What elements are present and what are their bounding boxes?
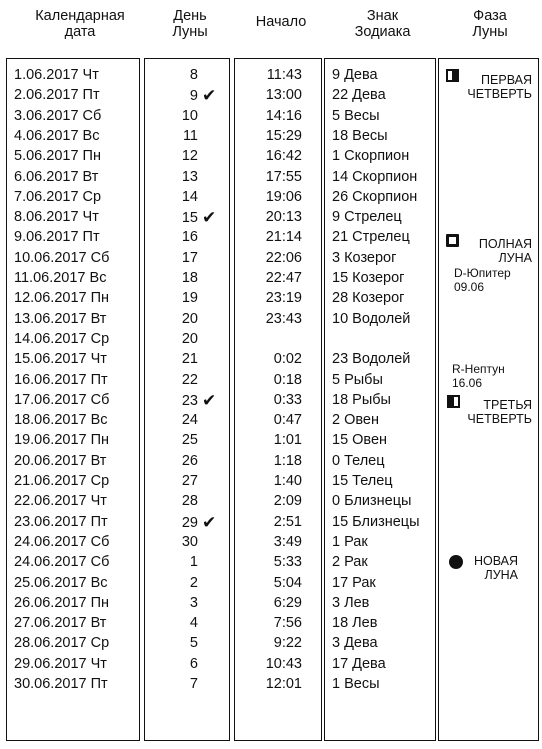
- row-date: 7.06.2017 Ср: [14, 189, 102, 205]
- row-date: 22.06.2017 Чт: [14, 493, 107, 509]
- row-moon-day: [150, 86, 222, 105]
- row-date: 26.06.2017 Пн: [14, 595, 110, 611]
- row-zodiac-sign: 28 Козерог: [332, 290, 405, 306]
- row-date: 14.06.2017 Ср: [14, 331, 110, 347]
- row-moon-day: [150, 249, 222, 267]
- row-moon-day: [150, 533, 222, 551]
- row-moon-day-number: 4: [189, 615, 198, 631]
- row-moon-day: [150, 127, 222, 145]
- row-moon-day: [150, 310, 222, 328]
- row-start-time: 23:19: [265, 290, 302, 306]
- row-date: 1.06.2017 Чт: [14, 67, 99, 83]
- checkmark-icon: ✔: [202, 513, 217, 532]
- row-zodiac-sign: 3 Дева: [332, 635, 378, 651]
- row-date: 30.06.2017 Пт: [14, 676, 108, 692]
- row-date: 21.06.2017 Ср: [14, 473, 110, 489]
- row-moon-day: [150, 634, 222, 652]
- row-start-time: 16:42: [265, 148, 302, 164]
- phase-new-moon: НОВАЯ ЛУНА: [473, 554, 518, 582]
- row-moon-day-number: 26: [181, 453, 198, 469]
- row-moon-day-number: 20: [181, 331, 198, 347]
- row-date: 10.06.2017 Сб: [14, 250, 110, 266]
- row-moon-day-number: 2: [189, 575, 198, 591]
- row-start-time: 17:55: [265, 169, 302, 185]
- row-start-time: 5:33: [273, 554, 302, 570]
- row-zodiac-sign: 17 Рак: [332, 575, 376, 591]
- row-date: 5.06.2017 Пн: [14, 148, 101, 164]
- header-calendar-date: Календарная дата: [35, 8, 125, 40]
- row-moon-day-number: 3: [189, 595, 198, 611]
- row-moon-day: [150, 350, 222, 368]
- row-zodiac-sign: 18 Лев: [332, 615, 378, 631]
- row-date: 27.06.2017 Вт: [14, 615, 107, 631]
- row-start-time: 0:18: [273, 372, 302, 388]
- row-moon-day: [150, 66, 222, 84]
- phase-last-quarter: ТРЕТЬЯ ЧЕТВЕРТЬ: [467, 398, 532, 426]
- row-moon-day-number: 10: [181, 108, 198, 124]
- row-start-time: 9:22: [273, 635, 302, 651]
- row-moon-day: [150, 371, 222, 389]
- row-zodiac-sign: 17 Дева: [332, 656, 386, 672]
- row-zodiac-sign: 2 Рак: [332, 554, 368, 570]
- row-moon-day-number: 11: [182, 128, 198, 144]
- row-zodiac-sign: 0 Телец: [332, 453, 385, 469]
- row-moon-day-number: 25: [181, 432, 198, 448]
- row-date: 24.06.2017 Сб: [14, 554, 110, 570]
- row-zodiac-sign: 18 Весы: [332, 128, 388, 144]
- row-moon-day-number: 12: [181, 148, 198, 164]
- row-start-time: 19:06: [265, 189, 302, 205]
- row-start-time: 20:13: [265, 209, 302, 225]
- row-zodiac-sign: 21 Стрелец: [332, 229, 410, 245]
- row-moon-day-number: 18: [181, 270, 198, 286]
- row-date: 15.06.2017 Чт: [14, 351, 107, 367]
- row-date: 11.06.2017 Вс: [14, 270, 107, 286]
- row-start-time: 14:16: [265, 108, 302, 124]
- row-date: 20.06.2017 Вт: [14, 453, 107, 469]
- row-moon-day: [150, 168, 222, 186]
- row-moon-day: [150, 675, 222, 693]
- row-start-time: 1:18: [273, 453, 302, 469]
- row-start-time: 0:33: [273, 392, 302, 408]
- note-jupiter-direct: D-Юпитер 09.06: [454, 266, 511, 294]
- row-moon-day: [150, 553, 222, 571]
- row-moon-day-number: 19: [181, 290, 198, 306]
- row-start-time: 23:43: [265, 311, 302, 327]
- row-moon-day-number: 7: [189, 676, 198, 692]
- row-moon-day-number: 16: [181, 229, 198, 245]
- row-moon-day: [150, 208, 222, 227]
- row-start-time: 22:47: [265, 270, 302, 286]
- row-start-time: 2:51: [273, 514, 302, 530]
- row-date: 13.06.2017 Вт: [14, 311, 107, 327]
- row-moon-day: [150, 492, 222, 510]
- row-zodiac-sign: 5 Весы: [332, 108, 380, 124]
- row-moon-day-number: 14: [181, 189, 198, 205]
- row-zodiac-sign: 5 Рыбы: [332, 372, 383, 388]
- row-zodiac-sign: 15 Козерог: [332, 270, 405, 286]
- row-moon-day: [150, 228, 222, 246]
- row-start-time: 21:14: [265, 229, 302, 245]
- row-moon-day-number: 23: [181, 393, 198, 409]
- row-moon-day: [150, 330, 222, 348]
- row-moon-day-number: 29: [181, 515, 198, 531]
- row-date: 17.06.2017 Сб: [14, 392, 110, 408]
- row-date: 24.06.2017 Сб: [14, 534, 110, 550]
- row-zodiac-sign: 10 Водолей: [332, 311, 411, 327]
- row-start-time: 22:06: [265, 250, 302, 266]
- phase-full-moon: ПОЛНАЯ ЛУНА: [478, 237, 532, 265]
- row-zodiac-sign: 1 Скорпион: [332, 148, 410, 164]
- row-date: 3.06.2017 Сб: [14, 108, 102, 124]
- row-start-time: 1:01: [273, 432, 302, 448]
- row-moon-day: [150, 289, 222, 307]
- header-moon-phase: Фаза Луны: [472, 8, 508, 40]
- row-zodiac-sign: 23 Водолей: [332, 351, 411, 367]
- row-moon-day-number: 28: [181, 493, 198, 509]
- row-date: 9.06.2017 Пт: [14, 229, 100, 245]
- row-moon-day: [150, 513, 222, 532]
- row-moon-day-number: 17: [181, 250, 198, 266]
- row-date: 28.06.2017 Ср: [14, 635, 110, 651]
- header-start: Начало: [255, 14, 307, 30]
- row-start-time: 0:47: [273, 412, 302, 428]
- row-start-time: 10:43: [265, 656, 302, 672]
- row-start-time: 15:29: [265, 128, 302, 144]
- row-moon-day-number: 20: [181, 311, 198, 327]
- header-moon-day: День Луны: [172, 8, 208, 40]
- row-zodiac-sign: 15 Телец: [332, 473, 393, 489]
- row-moon-day: [150, 574, 222, 592]
- row-moon-day: [150, 614, 222, 632]
- checkmark-icon: ✔: [202, 208, 217, 227]
- row-moon-day: [150, 655, 222, 673]
- row-start-time: 1:40: [273, 473, 302, 489]
- row-start-time: 2:09: [273, 493, 302, 509]
- row-moon-day: [150, 411, 222, 429]
- row-date: 12.06.2017 Пн: [14, 290, 110, 306]
- row-zodiac-sign: 0 Близнецы: [332, 493, 412, 509]
- row-date: 19.06.2017 Пн: [14, 432, 110, 448]
- row-start-time: 13:00: [265, 87, 302, 103]
- row-date: 25.06.2017 Вс: [14, 575, 108, 591]
- row-date: 18.06.2017 Вс: [14, 412, 108, 428]
- row-moon-day-number: 21: [181, 351, 198, 367]
- row-zodiac-sign: 1 Весы: [332, 676, 380, 692]
- phase-first-quarter: ПЕРВАЯ ЧЕТВЕРТЬ: [467, 73, 532, 101]
- row-zodiac-sign: 14 Скорпион: [332, 169, 418, 185]
- row-moon-day-number: 15: [181, 210, 198, 226]
- row-start-time: 6:29: [273, 595, 302, 611]
- row-moon-day-number: 22: [181, 372, 198, 388]
- row-zodiac-sign: 3 Козерог: [332, 250, 397, 266]
- row-date: 6.06.2017 Вт: [14, 169, 99, 185]
- row-zodiac-sign: 9 Дева: [332, 67, 378, 83]
- row-start-time: 0:02: [273, 351, 302, 367]
- row-zodiac-sign: 15 Овен: [332, 432, 388, 448]
- row-date: 29.06.2017 Чт: [14, 656, 107, 672]
- row-zodiac-sign: 18 Рыбы: [332, 392, 391, 408]
- row-start-time: 11:43: [266, 67, 302, 83]
- row-moon-day-number: 6: [189, 656, 198, 672]
- row-moon-day-number: 5: [189, 635, 198, 651]
- row-date: 8.06.2017 Чт: [14, 209, 99, 225]
- row-start-time: 3:49: [273, 534, 302, 550]
- row-zodiac-sign: 9 Стрелец: [332, 209, 402, 225]
- row-start-time: 7:56: [273, 615, 302, 631]
- header-zodiac-sign: Знак Зодиака: [354, 8, 411, 40]
- row-moon-day: [150, 391, 222, 410]
- row-moon-day-number: 9: [189, 88, 198, 104]
- row-moon-day-number: 24: [181, 412, 198, 428]
- row-date: 2.06.2017 Пт: [14, 87, 100, 103]
- row-moon-day-number: 13: [181, 169, 198, 185]
- row-zodiac-sign: 15 Близнецы: [332, 514, 420, 530]
- row-zodiac-sign: 3 Лев: [332, 595, 370, 611]
- row-moon-day-number: 30: [181, 534, 198, 550]
- row-moon-day-number: 27: [181, 473, 198, 489]
- row-start-time: 12:01: [265, 676, 302, 692]
- row-zodiac-sign: 1 Рак: [332, 534, 368, 550]
- row-moon-day: [150, 431, 222, 449]
- row-moon-day: [150, 472, 222, 490]
- row-moon-day: [150, 452, 222, 470]
- row-moon-day: [150, 594, 222, 612]
- row-zodiac-sign: 26 Скорпион: [332, 189, 418, 205]
- row-moon-day: [150, 147, 222, 165]
- row-moon-day: [150, 188, 222, 206]
- row-date: 16.06.2017 Пт: [14, 372, 108, 388]
- row-moon-day-number: 8: [189, 67, 198, 83]
- row-moon-day-number: 1: [189, 554, 198, 570]
- note-neptune-retrograde: R-Нептун 16.06: [452, 362, 505, 390]
- row-moon-day: [150, 107, 222, 125]
- checkmark-icon: ✔: [202, 391, 217, 410]
- row-zodiac-sign: 2 Овен: [332, 412, 379, 428]
- checkmark-icon: ✔: [202, 86, 217, 105]
- row-date: 23.06.2017 Пт: [14, 514, 108, 530]
- row-date: 4.06.2017 Вс: [14, 128, 100, 144]
- row-moon-day: [150, 269, 222, 287]
- row-zodiac-sign: 22 Дева: [332, 87, 386, 103]
- row-start-time: 5:04: [273, 575, 302, 591]
